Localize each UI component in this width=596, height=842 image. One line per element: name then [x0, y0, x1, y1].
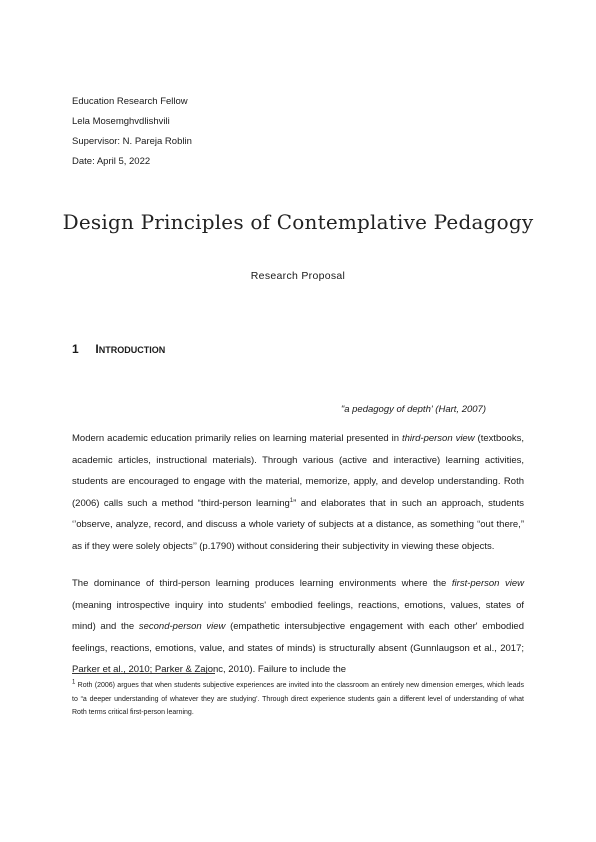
footnote	[72, 679, 524, 720]
paragraph-2-emphasis-a: first-person view	[451, 578, 524, 589]
footnote-reference[interactable]: 1	[289, 497, 294, 504]
section-title-rest: NTRODUCTION	[98, 345, 166, 355]
fellowship-line: Education Research Fellow	[72, 96, 188, 107]
paragraph-1-text-a: Modern academic education primarily relies on learning material presented in	[72, 433, 402, 444]
footnote-text: Roth (2006) argues that when students subjective experiences are invited into the classroom an entirely new dimension emerges, which leads to “a deeper understanding of whatever they are studying’. Through direct experience students gain a different level of understanding of what Roth terms critical first-person learning.	[72, 682, 524, 716]
paragraph-1	[72, 428, 524, 558]
author-line: Lela Mosemghvdlishvili	[72, 116, 170, 127]
section-number: 1	[72, 342, 79, 356]
section-heading	[72, 342, 165, 356]
document-subtitle: Research Proposal	[250, 270, 346, 282]
author-block	[72, 92, 192, 172]
date-line: Date: April 5, 2022	[72, 156, 151, 167]
paragraph-1-text-b: (textbooks, academic articles, instructional materials). Through various (active and interactive) learning activities, students are encouraged to engage with the material, memorize, apply, and develop understanding. Roth (2006) calls such a method “third-person learning	[72, 433, 525, 509]
paragraph-1-text-c: ” and elaborates that in such an approach, students ‘’observe, analyze, record, and discuss a whole variety of subjects at a distance, as something “out there,” as if they were solely objects’’ (p.1790) without considering their subjectivity in viewing these objects.	[72, 497, 524, 552]
paragraph-2-text-b: (meaning introspective inquiry into students' embodied feelings, reactions, emotions, values, states of mind) and the	[72, 599, 524, 633]
paragraph-2	[72, 573, 524, 681]
supervisor-line: Supervisor: N. Pareja Roblin	[72, 136, 192, 147]
document-title: Design Principles of Contemplative Pedagogy	[62, 210, 534, 234]
footnote-separator	[72, 673, 215, 674]
paragraph-2-text-a: The dominance of third-person learning produces learning environments where the	[72, 578, 452, 589]
epigraph: "a pedagogy of depth' (Hart, 2007)	[340, 404, 486, 415]
paragraph-2-emphasis-b: second-person view	[138, 621, 226, 633]
section-title-initial: I	[95, 342, 99, 356]
paragraph-2-text-c: (empathetic intersubjective engagement with each other' embodied feelings, reactions, emotions, value, and states of minds) is structurally absent (Gunnlaugson et al., 2017; Parker et al., 2010; Parker & Zajonc, 2010). Failure to include the	[72, 621, 525, 676]
footnote-number: 1	[72, 679, 76, 686]
paragraph-1-emphasis: third-person view	[401, 433, 475, 444]
